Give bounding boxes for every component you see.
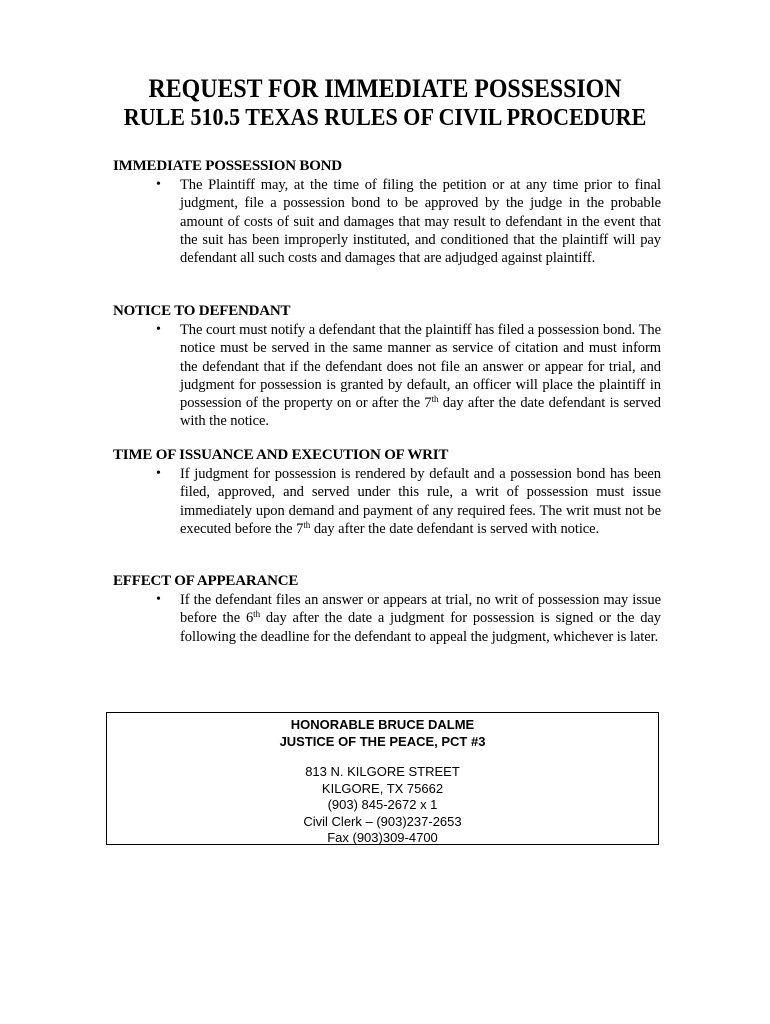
- section-notice-to-defendant: [113, 302, 661, 431]
- list-item: [113, 176, 661, 267]
- ordinal-suffix: th: [253, 609, 261, 620]
- section-effect-of-appearance: [113, 572, 661, 646]
- judge-name: HONORABLE BRUCE DALME: [290, 717, 475, 732]
- bullet-icon: •: [156, 177, 161, 192]
- bullet-icon: •: [156, 322, 161, 337]
- section-heading: TIME OF ISSUANCE AND EXECUTION OF WRIT: [113, 447, 449, 463]
- paragraph-text: day after the date defendant is served with the notice.: [180, 395, 661, 430]
- phone-number: (903) 845-2672 x 1: [327, 797, 438, 813]
- bullet-icon: •: [156, 592, 161, 607]
- document-subtitle: RULE 510.5 TEXAS RULES OF CIVIL PROCEDURE: [123, 104, 647, 131]
- section-paragraph: [180, 591, 661, 646]
- section-immediate-possession-bond: [113, 157, 661, 267]
- document-title: REQUEST FOR IMMEDIATE POSSESSION: [148, 73, 622, 103]
- office-title: JUSTICE OF THE PEACE, PCT #3: [279, 734, 486, 749]
- contact-address: [107, 764, 658, 847]
- ordinal-suffix: th: [303, 519, 311, 530]
- section-paragraph: [180, 321, 661, 431]
- contact-box: [106, 712, 659, 845]
- street-address: 813 N. KILGORE STREET: [305, 764, 460, 779]
- civil-clerk-phone: Civil Clerk – (903)237-2653: [303, 813, 462, 829]
- ordinal-suffix: th: [431, 394, 439, 405]
- list-item: [113, 321, 661, 431]
- section-heading: EFFECT OF APPEARANCE: [113, 573, 299, 589]
- section-paragraph: [180, 465, 661, 538]
- paragraph-text: The court must notify a defendant that the plaintiff has filed a possession bond. The notice must be served in the same manner as service of citation and must inform the defendant that if the defendant does not file an answer or appear for trial, and judgment for possession is granted by default, an officer will place the plaintiff in possession of the property on or after the 7: [180, 322, 661, 412]
- paragraph-text: day after the date a judgment for possession is signed or the day following the deadline for the defendant to appeal the judgment, whichever is later.: [180, 610, 661, 645]
- paragraph-text: day after the date defendant is served with notice.: [310, 520, 600, 537]
- list-item: [113, 465, 661, 538]
- section-heading: NOTICE TO DEFENDANT: [113, 303, 291, 319]
- fax-number: Fax (903)309-4700: [327, 830, 438, 846]
- section-heading: IMMEDIATE POSSESSION BOND: [113, 158, 342, 174]
- city-state-zip: KILGORE, TX 75662: [321, 780, 444, 796]
- paragraph-text: If judgment for possession is rendered by default and a possession bond has been filed, approved, and served under this rule, a writ of possession must issue immediately upon demand and payment of any required fees. The writ must not be executed before the 7: [180, 466, 661, 537]
- bullet-icon: •: [156, 466, 161, 481]
- list-item: [113, 591, 661, 646]
- paragraph-text: If the defendant files an answer or appears at trial, no writ of possession may issue before the 6: [180, 592, 661, 627]
- section-paragraph: The Plaintiff may, at the time of filing the petition or at any time prior to final judgment, file a possession bond to be approved by the judge in the probable amount of costs of suit and damages that may result to defendant in the event that the suit has been improperly instituted, and conditioned that the plaintiff will pay defendant all such costs and damages that are adjudged against plaintiff.: [180, 177, 661, 267]
- section-time-of-issuance: [113, 446, 661, 538]
